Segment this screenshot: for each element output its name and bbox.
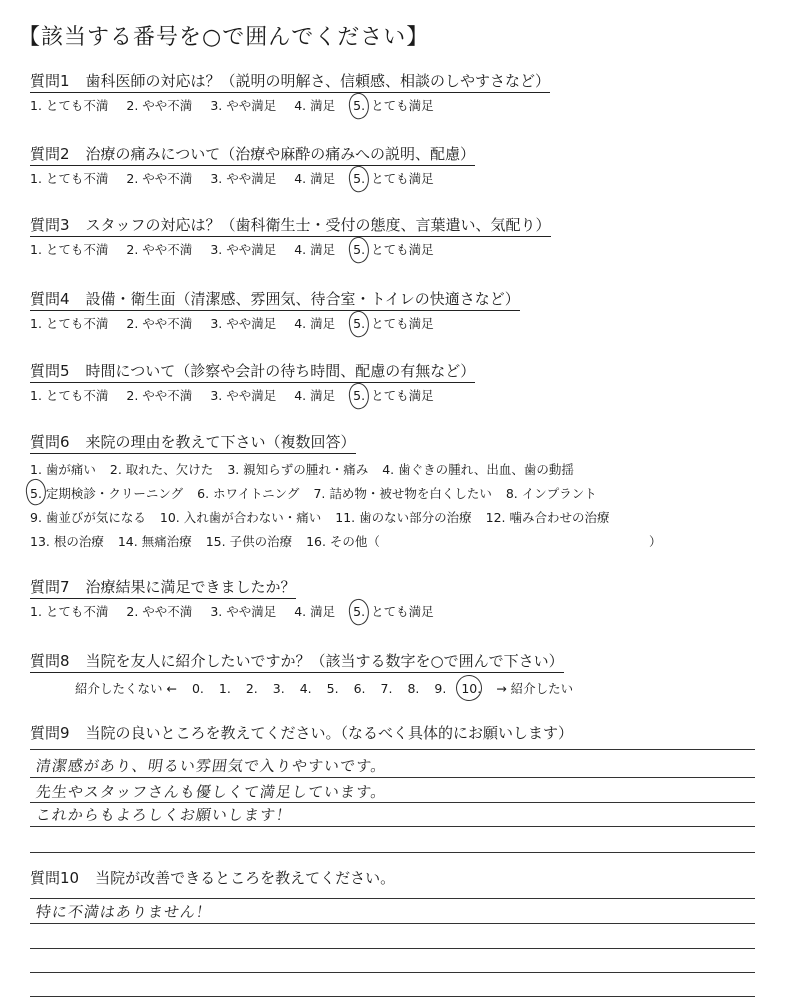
option-4[interactable]: 4. 満足 xyxy=(294,242,336,257)
handwritten-answer-line-3: これからもよろしくお願いします！ xyxy=(34,806,294,824)
option-4[interactable]: 4. 満足 xyxy=(294,388,336,403)
handwritten-answer-line-1: 特に不満はありません！ xyxy=(34,903,214,921)
reason-4[interactable]: 4. 歯ぐきの腫れ、出血、歯の動揺 xyxy=(382,462,574,477)
scale-6[interactable]: 6. xyxy=(353,681,366,696)
question-10 xyxy=(30,867,790,889)
question-title: 質問2 治療の痛みについて（治療や麻酔の痛みへの説明、配慮） xyxy=(30,143,475,166)
option-2[interactable]: 2. やや不満 xyxy=(126,98,193,113)
handwritten-answer-line-2: 先生やスタッフさんも優しくて満足しています。 xyxy=(34,783,389,801)
option-3[interactable]: 3. やや満足 xyxy=(210,98,277,113)
option-4[interactable]: 4. 満足 xyxy=(294,98,336,113)
handwritten-answer-line-1: 清潔感があり、明るい雰囲気で入りやすいです。 xyxy=(34,757,389,775)
question-title: 質問3 スタッフの対応は？（歯科衛生士・受付の態度、言葉遣い、気配り） xyxy=(30,214,551,237)
option-5-label: とても満足 xyxy=(371,316,434,331)
answer-options xyxy=(30,240,790,258)
scale-5[interactable]: 5. xyxy=(326,681,339,696)
scale-8[interactable]: 8. xyxy=(407,681,420,696)
scale-4[interactable]: 4. xyxy=(299,681,312,696)
reason-9[interactable]: 9. 歯並びが気になる xyxy=(30,510,146,525)
question-title: 質問1 歯科医師の対応は？（説明の明解さ、信頼感、相談のしやすさなど） xyxy=(30,70,550,93)
option-1[interactable]: 1. とても不満 xyxy=(30,171,109,186)
question-3 xyxy=(30,214,790,258)
option-5-selected[interactable]: 5. xyxy=(353,98,366,113)
scale-7[interactable]: 7. xyxy=(380,681,393,696)
scale-left-label: 紹介したくない ← xyxy=(75,681,177,696)
reason-1[interactable]: 1. 歯が痛い xyxy=(30,462,96,477)
question-8 xyxy=(30,650,790,697)
reason-2[interactable]: 2. 取れた、欠けた xyxy=(109,462,214,477)
option-3[interactable]: 3. やや満足 xyxy=(210,604,277,619)
answer-line xyxy=(30,826,755,827)
question-6 xyxy=(30,431,790,550)
answer-line xyxy=(30,802,755,803)
option-2[interactable]: 2. やや不満 xyxy=(126,604,193,619)
reason-13[interactable]: 13. 根の治療 xyxy=(30,534,104,549)
recommend-scale xyxy=(30,679,790,697)
option-3[interactable]: 3. やや満足 xyxy=(210,171,277,186)
other-close-paren: ） xyxy=(648,534,662,549)
scale-9[interactable]: 9. xyxy=(434,681,447,696)
option-5-label: とても満足 xyxy=(371,171,434,186)
option-1[interactable]: 1. とても不満 xyxy=(30,242,109,257)
option-2[interactable]: 2. やや不満 xyxy=(126,171,193,186)
option-5-label: とても満足 xyxy=(371,604,434,619)
answer-line xyxy=(30,972,755,973)
question-7 xyxy=(30,576,790,620)
question-title: 質問6 来院の理由を教えて下さい（複数回答） xyxy=(30,431,356,454)
scale-right-label: → 紹介したい xyxy=(496,681,574,696)
reason-6[interactable]: 6. ホワイトニング xyxy=(197,486,300,501)
reason-row-1 xyxy=(30,460,790,478)
option-1[interactable]: 1. とても不満 xyxy=(30,604,109,619)
question-title: 質問8 当院を友人に紹介したいですか？（該当する数字を○で囲んで下さい） xyxy=(30,650,564,673)
question-1 xyxy=(30,70,790,114)
answer-line xyxy=(30,948,755,949)
reason-7[interactable]: 7. 詰め物・被せ物を白くしたい xyxy=(313,486,492,501)
answer-line xyxy=(30,749,755,750)
reason-row-4 xyxy=(30,532,790,550)
answer-options xyxy=(30,602,790,620)
answer-line xyxy=(30,852,755,853)
option-5-label: とても満足 xyxy=(371,98,434,113)
option-5-selected[interactable]: 5. xyxy=(353,316,366,331)
option-3[interactable]: 3. やや満足 xyxy=(210,242,277,257)
question-title: 質問7 治療結果に満足できましたか？ xyxy=(30,576,296,599)
option-2[interactable]: 2. やや不満 xyxy=(126,388,193,403)
scale-3[interactable]: 3. xyxy=(272,681,285,696)
reason-3[interactable]: 3. 親知らずの腫れ・痛み xyxy=(227,462,369,477)
option-4[interactable]: 4. 満足 xyxy=(294,316,336,331)
question-2 xyxy=(30,143,790,187)
scale-0[interactable]: 0. xyxy=(191,681,204,696)
option-2[interactable]: 2. やや不満 xyxy=(126,316,193,331)
reason-11[interactable]: 11. 歯のない部分の治療 xyxy=(335,510,472,525)
option-5-selected[interactable]: 5. xyxy=(353,242,366,257)
answer-line xyxy=(30,898,755,899)
reason-5-selected[interactable]: 5. 定期検診・クリーニング xyxy=(30,486,184,501)
question-9 xyxy=(30,722,790,744)
question-title: 質問9 当院の良いところを教えてください。（なるべく具体的にお願いします） xyxy=(30,724,574,742)
answer-options xyxy=(30,96,790,114)
question-4 xyxy=(30,288,790,332)
reason-10[interactable]: 10. 入れ歯が合わない・痛い xyxy=(159,510,322,525)
scale-2[interactable]: 2. xyxy=(245,681,258,696)
question-5 xyxy=(30,360,790,404)
answer-line xyxy=(30,777,755,778)
option-3[interactable]: 3. やや満足 xyxy=(210,388,277,403)
option-5-selected[interactable]: 5. xyxy=(353,388,366,403)
option-1[interactable]: 1. とても不満 xyxy=(30,316,109,331)
scale-1[interactable]: 1. xyxy=(218,681,231,696)
option-4[interactable]: 4. 満足 xyxy=(294,171,336,186)
reason-12[interactable]: 12. 噛み合わせの治療 xyxy=(485,510,610,525)
question-title: 質問5 時間について（診察や会計の待ち時間、配慮の有無など） xyxy=(30,360,475,383)
option-5-label: とても満足 xyxy=(371,388,434,403)
reason-8[interactable]: 8. インプラント xyxy=(505,486,597,501)
scale-10-selected[interactable]: 10. xyxy=(461,681,482,696)
option-4[interactable]: 4. 満足 xyxy=(294,604,336,619)
answer-options xyxy=(30,169,790,187)
option-3[interactable]: 3. やや満足 xyxy=(210,316,277,331)
answer-line xyxy=(30,923,755,924)
page-heading: 【該当する番号を○で囲んでください】 xyxy=(18,25,430,50)
reason-15[interactable]: 15. 子供の治療 xyxy=(205,534,293,549)
option-5-selected[interactable]: 5. xyxy=(353,171,366,186)
answer-options xyxy=(30,314,790,332)
option-5-label: とても満足 xyxy=(371,242,434,257)
reason-row-2 xyxy=(30,484,790,502)
reason-row-3 xyxy=(30,508,790,526)
option-2[interactable]: 2. やや不満 xyxy=(126,242,193,257)
question-title: 質問4 設備・衛生面（清潔感、雰囲気、待合室・トイレの快適さなど） xyxy=(30,288,520,311)
option-1[interactable]: 1. とても不満 xyxy=(30,98,109,113)
option-1[interactable]: 1. とても不満 xyxy=(30,388,109,403)
reason-14[interactable]: 14. 無痛治療 xyxy=(117,534,192,549)
reason-16-other[interactable]: 16. その他（ xyxy=(306,534,380,549)
option-5-selected[interactable]: 5. xyxy=(353,604,366,619)
question-title: 質問10 当院が改善できるところを教えてください。 xyxy=(30,869,396,887)
answer-options xyxy=(30,386,790,404)
answer-line xyxy=(30,996,755,997)
